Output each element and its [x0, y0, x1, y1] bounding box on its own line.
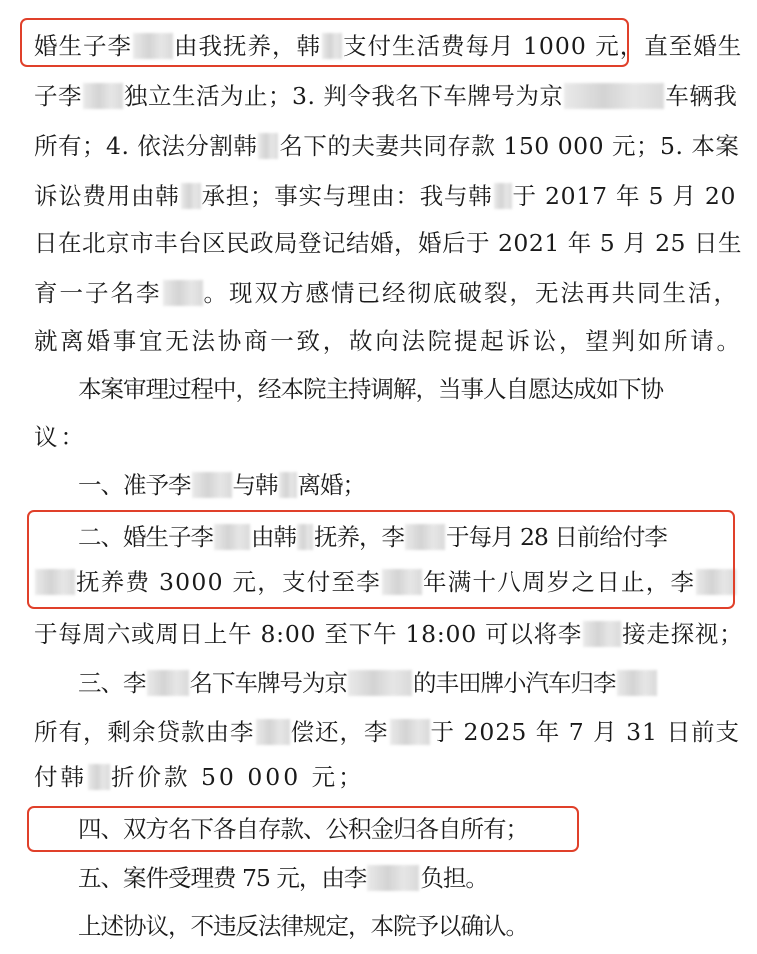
text-segment: 离婚；: [297, 471, 365, 499]
text-segment: 负担。: [420, 864, 488, 892]
text-line: [34, 218, 742, 268]
text-segment: 议：: [34, 423, 87, 451]
highlight-box-2: [27, 510, 735, 609]
text-segment: 由韩: [251, 523, 296, 551]
redacted-name: [181, 183, 201, 209]
redacted-name: [583, 621, 621, 647]
highlight-box-3: [27, 806, 579, 852]
redacted-name: [256, 719, 290, 745]
text-line: [78, 901, 757, 951]
text-segment: 名下车牌号为京: [189, 669, 347, 697]
text-segment: 所有，剩余贷款由李: [34, 718, 255, 746]
text-segment: 诉讼费用由韩: [34, 182, 180, 210]
text-line: [34, 707, 740, 757]
text-segment: 育一子名李: [34, 279, 162, 307]
redacted-plate: [564, 83, 664, 109]
highlight-box-1: [20, 18, 629, 67]
text-segment: 日在北京市丰台区民政局登记结婚，婚后于 2021 年 5 月 25 日生: [34, 229, 742, 257]
text-segment: 三、李: [78, 669, 146, 697]
redacted-name: [192, 472, 232, 498]
redacted-name: [88, 764, 110, 790]
text-segment: 上述协议，不违反法律规定，本院予以确认。: [78, 912, 528, 940]
text-segment: 支付生活费每月 1000 元，: [343, 32, 645, 60]
text-segment: 抚养，李: [314, 523, 404, 551]
text-segment: 就离婚事宜无法协商一致，故向法院提起诉讼，望判如所请。: [34, 327, 743, 355]
text-segment: 婚生子李: [34, 32, 132, 60]
text-segment: 独立生活为止；3. 判令我名下车牌号为京: [124, 82, 564, 110]
redacted-name: [367, 865, 419, 891]
text-segment: 车辆我: [665, 82, 738, 110]
text-segment: 五、案件受理费 75 元，由李: [78, 864, 367, 892]
text-segment: 所有；4. 依法分割韩: [34, 132, 258, 160]
text-line: [78, 460, 757, 510]
text-line: [34, 609, 744, 659]
text-segment: 名下的夫妻共同存款 150 000 元；5. 本案: [279, 132, 740, 160]
text-line: [34, 752, 724, 802]
text-segment: 一、准予李: [78, 471, 191, 499]
text-line: [34, 71, 738, 121]
text-line: [78, 853, 757, 903]
text-line: [34, 316, 743, 366]
text-segment: 于 2017 年 5 月 20: [512, 182, 737, 210]
redacted-name: [390, 719, 430, 745]
text-line: [34, 412, 724, 462]
redacted-name: [617, 670, 657, 696]
redacted-name: [494, 183, 512, 209]
text-line: [78, 364, 757, 414]
text-segment: 折价款 50 000 元；: [111, 763, 365, 791]
text-segment: 子李: [34, 82, 82, 110]
text-segment: 与韩: [232, 471, 278, 499]
redacted-name: [279, 472, 297, 498]
text-line: [34, 121, 740, 171]
redacted-name: [163, 280, 203, 306]
redacted-name: [147, 670, 189, 696]
text-segment: 二、婚生子李: [78, 523, 213, 551]
text-segment: 。现双方感情已经彻底破裂，无法再共同生活，: [203, 279, 739, 307]
text-line: [78, 658, 757, 708]
text-segment: 由我抚养，韩: [174, 32, 321, 60]
text-segment: 付韩: [34, 763, 87, 791]
text-segment: 的丰田牌小汽车归李: [413, 669, 616, 697]
text-segment: 年满十八周岁之日止，李: [423, 568, 696, 596]
text-segment: 四、双方名下各自存款、公积金归各自所有；: [78, 815, 528, 843]
text-segment: 承担；事实与理由：我与韩: [201, 182, 493, 210]
text-segment: 于每周六或周日上午 8:00 至下午 18:00 可以将李: [34, 620, 583, 648]
text-segment: 于 2025 年 7 月 31 日前支: [430, 718, 740, 746]
text-line: [34, 171, 737, 221]
redacted-name: [83, 83, 123, 109]
text-segment: 直至婚生: [644, 32, 743, 60]
text-segment: 偿还，李: [290, 718, 389, 746]
text-segment: 于每月 28 日前给付李: [446, 523, 667, 551]
redacted-plate: [348, 670, 412, 696]
text-segment: 本案审理过程中，经本院主持调解，当事人自愿达成如下协: [78, 375, 663, 403]
text-line: [34, 268, 739, 318]
redacted-name: [258, 133, 278, 159]
text-segment: 抚养费 3000 元，支付至李: [76, 568, 381, 596]
text-segment: 接走探视；: [622, 620, 744, 648]
